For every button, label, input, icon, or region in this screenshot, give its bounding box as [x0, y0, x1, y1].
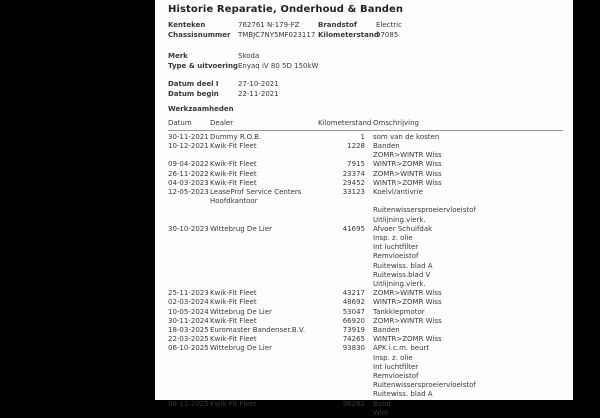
kenteken-label: Kenteken	[168, 21, 238, 31]
kenteken-value: 762761 N-179-FZ	[238, 21, 318, 31]
omschrijving-line: WINTR>ZOMR Wiss	[373, 298, 563, 307]
cell-datum: 10-12-2021	[168, 142, 210, 151]
omschrijving-line: Insp. z. olie	[373, 234, 563, 243]
cell-dealer: Kwik-Fit Fleet	[210, 335, 318, 344]
werkzaamheden-table	[168, 119, 563, 418]
cell-omschrijving	[373, 326, 563, 335]
omschrijving-line: Ruitewiss. blad A	[373, 390, 563, 399]
omschrijving-line: Afvoer Schuifdak	[373, 225, 563, 234]
cell-omschrijving	[373, 142, 563, 160]
omschrijving-line: ZOMR>WINTR Wiss	[373, 151, 563, 160]
omschrijving-line: ZOMR>WINTR Wiss	[373, 317, 563, 326]
omschrijving-line: APK i.c.m. beurt	[373, 344, 563, 353]
cell-dealer: Wittebrug De Lier	[210, 344, 318, 353]
cell-datum: 30-11-2024	[168, 317, 210, 326]
omschrijving-line: Ruitenwissersproeiervloeistof	[373, 381, 563, 390]
omschrijving-line: Uitlijning.vierk.	[373, 216, 563, 225]
table-header-datum: Datum	[168, 119, 210, 128]
datum-begin-value: 22-11-2021	[238, 90, 318, 100]
cell-datum: 09-04-2022	[168, 160, 210, 169]
cell-datum: 12-05-2023	[168, 188, 210, 197]
cell-datum: 06-10-2025	[168, 344, 210, 353]
table-row	[168, 160, 563, 169]
cell-dealer: Euromaster Bandenser.B.V.	[210, 326, 318, 335]
table-row	[168, 179, 563, 188]
omschrijving-line	[373, 197, 563, 206]
omschrijving-line: ZOMR>WINTR Wiss	[373, 289, 563, 298]
cell-kilometerstand: 33123	[318, 188, 373, 197]
omschrijving-line: Int luchtfilter	[373, 243, 563, 252]
cell-kilometerstand: 29452	[318, 179, 373, 188]
cell-datum: 26-11-2022	[168, 170, 210, 179]
cell-kilometerstand: 23374	[318, 170, 373, 179]
omschrijving-line: WINTR>ZOMR Wiss	[373, 160, 563, 169]
omschrijving-line: Banden	[373, 326, 563, 335]
cell-omschrijving	[373, 298, 563, 307]
merk-value: Skoda	[238, 52, 318, 62]
cell-datum: 08-11-2025	[168, 400, 210, 409]
page-title: Historie Reparatie, Onderhoud & Banden	[168, 4, 563, 15]
cell-dealer: Kwik-Fit Fleet	[210, 142, 318, 151]
vehicle-info-block	[168, 21, 563, 99]
datum-begin-label: Datum begin	[168, 90, 238, 100]
table-row	[168, 170, 563, 179]
kilometerstand-value: 97085	[376, 31, 563, 41]
cell-kilometerstand: 43217	[318, 289, 373, 298]
omschrijving-line: Insp. z. olie	[373, 354, 563, 363]
kilometerstand-label: Kilometerstand	[318, 31, 376, 41]
cell-kilometerstand: 1228	[318, 142, 373, 151]
omschrijving-line: ZOMR>WINTR Wiss	[373, 170, 563, 179]
table-header-kilometerstand: Kilometerstand	[318, 119, 373, 128]
omschrijving-line: Ruitewiss. blad A	[373, 262, 563, 271]
omschrijving-line: Remvloeistof	[373, 372, 563, 381]
cell-kilometerstand: 66920	[318, 317, 373, 326]
omschrijving-line: som van de kosten	[373, 133, 563, 142]
cell-omschrijving	[373, 188, 563, 225]
omschrijving-line: Band	[373, 400, 563, 409]
table-header-row	[168, 119, 563, 131]
chassisnummer-value: TMBJC7NY5MF023117	[238, 31, 318, 41]
cell-datum: 04-03-2023	[168, 179, 210, 188]
cell-omschrijving	[373, 225, 563, 289]
cell-kilometerstand: 53047	[318, 308, 373, 317]
table-row	[168, 188, 563, 225]
omschrijving-line: Int luchtfilter	[373, 363, 563, 372]
omschrijving-line: WINTR>ZOMR Wiss	[373, 179, 563, 188]
table-row	[168, 326, 563, 335]
report-content	[155, 0, 573, 418]
cell-dealer: Kwik-Fit Fleet	[210, 400, 318, 409]
chassisnummer-label: Chassisnummer	[168, 31, 238, 41]
type-uitvoering-value: Enyaq iV 80 5D 150kW	[238, 62, 318, 72]
cell-omschrijving	[373, 344, 563, 399]
cell-kilometerstand: 7915	[318, 160, 373, 169]
table-row	[168, 298, 563, 307]
cell-datum: 30-10-2023	[168, 225, 210, 234]
omschrijving-line: Koelvl/antivrie	[373, 188, 563, 197]
cell-datum: 10-05-2024	[168, 308, 210, 317]
cell-kilometerstand: 96282	[318, 400, 373, 409]
datum-deel-1-value: 27-10-2021	[238, 80, 318, 90]
cell-omschrijving	[373, 133, 563, 142]
type-uitvoering-label: Type & uitvoering	[168, 62, 238, 72]
cell-kilometerstand: 1	[318, 133, 373, 142]
cell-dealer: Kwik-Fit Fleet	[210, 317, 318, 326]
cell-dealer: LeaseProf Service Centers Hoofdkantoor	[210, 188, 318, 206]
cell-omschrijving	[373, 308, 563, 317]
cell-kilometerstand: 48692	[318, 298, 373, 307]
cell-datum: 25-11-2023	[168, 289, 210, 298]
werkzaamheden-section-title: Werkzaamheden	[168, 105, 563, 115]
cell-dealer: Kwik-Fit Fleet	[210, 170, 318, 179]
cell-datum: 30-11-2021	[168, 133, 210, 142]
omschrijving-line: WINTR>ZOMR Wiss	[373, 335, 563, 344]
table-row	[168, 225, 563, 289]
report-page	[155, 0, 573, 400]
table-row	[168, 142, 563, 160]
cell-omschrijving	[373, 289, 563, 298]
datum-deel-1-label: Datum deel I	[168, 80, 238, 90]
brandstof-label: Brandstof	[318, 21, 376, 31]
cell-dealer: Dummy R.O.B.	[210, 133, 318, 142]
cell-omschrijving	[373, 335, 563, 344]
cell-kilometerstand: 93830	[318, 344, 373, 353]
omschrijving-line: Ruitewiss.blad V	[373, 271, 563, 280]
cell-dealer: Kwik-Fit Fleet	[210, 179, 318, 188]
omschrijving-line: Wiel	[373, 409, 563, 418]
table-row	[168, 400, 563, 418]
table-row	[168, 289, 563, 298]
table-row	[168, 133, 563, 142]
cell-dealer: Kwik-Fit Fleet	[210, 160, 318, 169]
omschrijving-line: Banden	[373, 142, 563, 151]
cell-omschrijving	[373, 170, 563, 179]
cell-dealer: Kwik-Fit Fleet	[210, 298, 318, 307]
cell-omschrijving	[373, 400, 563, 418]
brandstof-value: Electric	[376, 21, 563, 31]
merk-label: Merk	[168, 52, 238, 62]
werkzaamheden-rows	[168, 133, 563, 418]
cell-dealer: Kwik-Fit Fleet	[210, 289, 318, 298]
omschrijving-line: Remvloeistof	[373, 252, 563, 261]
table-row	[168, 344, 563, 399]
cell-dealer: Wittebrug De Lier	[210, 308, 318, 317]
cell-omschrijving	[373, 179, 563, 188]
cell-omschrijving	[373, 160, 563, 169]
cell-kilometerstand: 41695	[318, 225, 373, 234]
cell-kilometerstand: 73919	[318, 326, 373, 335]
table-row	[168, 308, 563, 317]
table-header-omschrijving: Omschrijving	[373, 119, 563, 128]
omschrijving-line: Ruitenwissersproeiervloeistof	[373, 206, 563, 215]
info-spacer	[168, 71, 563, 80]
table-row	[168, 317, 563, 326]
cell-dealer: Wittebrug De Lier	[210, 225, 318, 234]
omschrijving-line: Tankklepmotor	[373, 308, 563, 317]
info-spacer	[168, 40, 563, 52]
cell-datum: 18-03-2025	[168, 326, 210, 335]
cell-datum: 22-03-2025	[168, 335, 210, 344]
cell-datum: 02-03-2024	[168, 298, 210, 307]
cell-kilometerstand: 74265	[318, 335, 373, 344]
table-header-dealer: Dealer	[210, 119, 318, 128]
cell-omschrijving	[373, 317, 563, 326]
omschrijving-line: Uitlijning.vierk.	[373, 280, 563, 289]
table-row	[168, 335, 563, 344]
